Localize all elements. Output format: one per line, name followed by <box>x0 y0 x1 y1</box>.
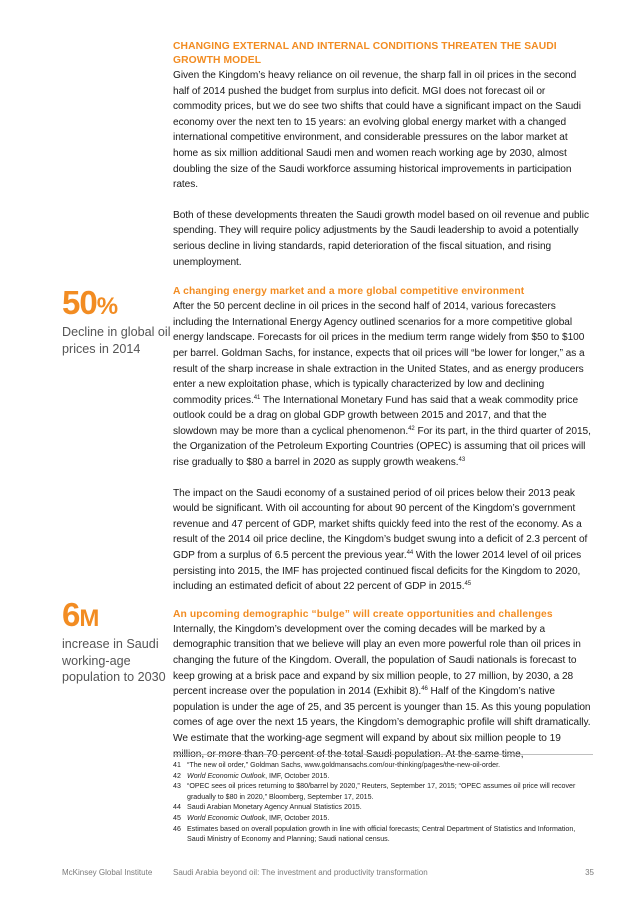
paragraph-oil-reliance: Given the Kingdom’s heavy reliance on oil revenue, the sharp fall in oil prices in the second half of 2014 pushed the budget from surplus into deficit. MGI does not forecast oil or commodity prices, but we do see two shifts that could have a significant impact on the Saudi economy over the next ten to 15 years: an evolving global energy market with a changed international competitive environment, and considerable pressures on the labor market at home as six million additional Saudi men and women reach working age by 2030, almost doubling the size of the Saudi workforce assuming historical improvements in participation rates. <box>173 70 581 191</box>
footnote-text: Saudi Arabian Monetary Agency Annual Statistics 2015. <box>187 803 362 812</box>
footnote-42 <box>173 771 593 781</box>
subheading-energy-market: A changing energy market and a more global competitive environment <box>173 286 525 298</box>
footer-publisher: McKinsey Global Institute <box>62 868 153 877</box>
stat-label: Decline in global oil prices in 2014 <box>62 325 171 356</box>
footnote-number: 45 <box>173 814 181 823</box>
section-heading-changing-conditions: CHANGING EXTERNAL AND INTERNAL CONDITIONS THREATEN THE SAUDI GROWTH MODEL <box>173 41 557 66</box>
footnote-45 <box>173 813 593 823</box>
footnote-text: “The new oil order,” Goldman Sachs, www.goldmansachs.com/our-thinking/pages/the-new-oil-order. <box>187 761 501 769</box>
footnote-ref-42[interactable]: 42 <box>408 425 415 432</box>
footnotes <box>173 760 593 845</box>
stat-label: increase in Saudi working-age population to 2030 <box>62 637 166 684</box>
footnote-number: 41 <box>173 761 181 769</box>
main-column <box>173 40 593 762</box>
stat-number: 6M <box>62 596 99 633</box>
page-number: 35 <box>585 868 594 877</box>
stat-number: 50% <box>62 284 118 321</box>
footnote-number: 44 <box>173 803 181 812</box>
footnote-46 <box>173 824 593 844</box>
footnote-ref-41[interactable]: 41 <box>253 394 261 401</box>
footnote-ref-45[interactable]: 45 <box>464 581 472 588</box>
subheading-demographic-bulge: An upcoming demographic “bulge” will create opportunities and challenges <box>173 608 553 620</box>
footnote-text: Estimates based on overall population growth in line with official forecasts; Central Department of Statistics and Information, Saudi Ministry of Economy and Planning; Saudi national census. <box>187 824 576 843</box>
footnote-41 <box>173 760 593 770</box>
paragraph-demographics: Internally, the Kingdom’s development over the coming decades will be marked by a demographic transition that we believe will play an even more powerful role than oil prices in changing the future of the Kingdom. Overall, the population of Saudi nationals is forecast to keep growing at a brisk pace and expand by six million people, to 27 million, by 2030, a 28 percent increase over the population in 2014 (Exhibit 8).$^{46}$ Half of the Kingdom’s native population is under the age of 25, and 35 percent is younger than 15. As this young population comes of age over the next 15 years, the Kingdom’s demographic profile will shift dramatically. We estimate that the working-age segment will expand by about six million people to 19 million, or more than 70 percent of the total Saudi population. At the same time, <box>173 623 591 760</box>
footnote-43 <box>173 781 593 801</box>
footer-report-title: Saudi Arabia beyond oil: The investment and productivity transformation <box>173 868 428 877</box>
paragraph-oil-forecasts: After the 50 percent decline in oil prices in the second half of 2014, various forecasters including the International Energy Agency outlined scenarios for a more competitive global energy landscape. Forecasts for oil prices in the medium term range widely from $50 to $100 per barrel. Goldman Sachs, for instance, expects that oil prices will “be lower for longer,” as a result of the sharp increase in shale extraction in the United States, and as energy producers enter a new exploitation phase, which is typically characterized by low and declining commodity prices.$^{41}$ The International Monetary Fund has said that a weak commodity price outlook could be a drag on global GDP growth between 2015 and 2017, and that the slowdown may be more than a cyclical phenomenon.$^{42}$ For its part, in the third quarter of 2015, the Organization of the Petroleum Exporting Countries (OPEC) is assuming that oil prices will rise gradually to $80 a barrel in 2020 as supply growth weakens.$^{43}$ <box>173 301 591 469</box>
stat-callout-oil-decline <box>62 284 172 357</box>
footnote-number: 43 <box>173 782 181 791</box>
footnote-divider <box>173 754 593 755</box>
footnote-text: “OPEC sees oil prices returning to $80/barrel by 2020,” Reuters, September 17, 2015; “OPEC assumes oil price will recover gradually to $80 in 2020,” Bloomberg, September 17, 2015. <box>187 782 576 801</box>
footnote-text: World Economic Outlook, IMF, October 2015. <box>187 771 330 780</box>
paragraph-growth-model-threat: Both of these developments threaten the Saudi growth model based on oil revenue and public spending. They will require policy adjustments by the Saudi leadership to avoid a potentially serious decline in living standards, rapid deterioration of the fiscal situation, and rising unemployment. <box>173 209 589 268</box>
footnote-ref-43[interactable]: 43 <box>458 457 466 464</box>
paragraph-saudi-impact: The impact on the Saudi economy of a sustained period of oil prices below their 2013 peak would be significant. With oil accounting for about 90 percent of the Kingdom’s government revenue and 47 percent of GDP, market shifts quickly feed into the rest of the economy. As a result of the 2014 oil price decline, the Kingdom’s budget swung into a deficit of 2.3 percent of GDP from a surplus of 6.5 percent the previous year.$^{44}$ With the lower 2014 level of oil prices persisting into 2015, the IMF has projected continued fiscal deficits for the Kingdom to 2020, including an estimated deficit of about 22 percent of GDP in 2015.45 <box>173 487 588 593</box>
footnote-text: World Economic Outlook, IMF, October 2015. <box>187 814 330 823</box>
footnote-number: 46 <box>173 824 181 833</box>
footnote-number: 42 <box>173 771 181 780</box>
footnote-44 <box>173 802 593 812</box>
stat-callout-working-age <box>62 596 172 686</box>
footnote-ref-46[interactable]: 46 <box>421 686 428 693</box>
footnote-ref-44[interactable]: 44 <box>406 550 414 557</box>
